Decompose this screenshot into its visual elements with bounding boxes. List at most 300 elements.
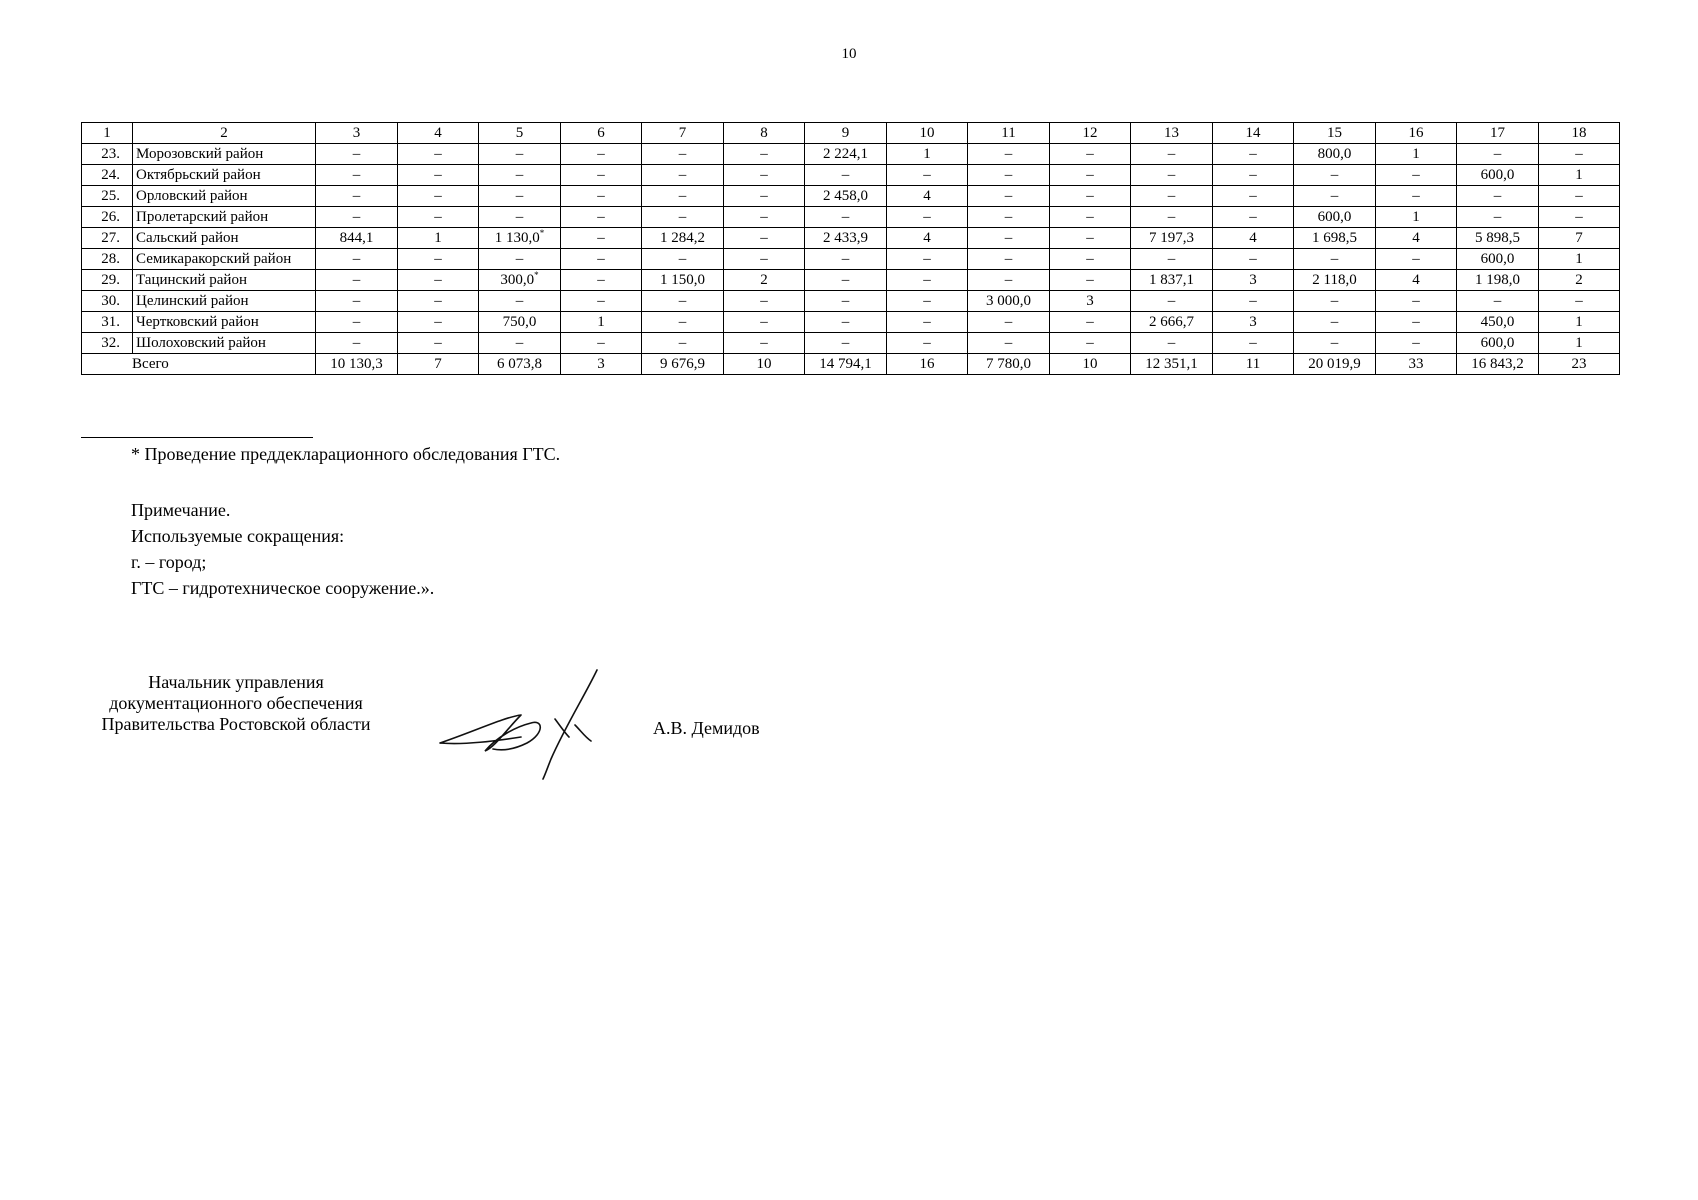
data-cell xyxy=(1213,312,1294,333)
notes-item: ГТС – гидротехническое сооружение.». xyxy=(131,578,435,598)
data-cell xyxy=(805,249,887,270)
row-number: 24. xyxy=(82,165,133,186)
cell-value: – xyxy=(1086,335,1094,351)
data-cell xyxy=(1294,333,1376,354)
cell-value: – xyxy=(760,251,768,267)
data-cell xyxy=(1539,291,1620,312)
table-row xyxy=(82,207,1620,228)
row-number: 31. xyxy=(82,312,133,333)
cell-value: 1 xyxy=(1575,335,1583,351)
cell-value: – xyxy=(352,167,361,183)
data-cell xyxy=(968,270,1050,291)
cell-value: – xyxy=(1575,188,1583,204)
cell-value: 3 xyxy=(1249,314,1257,330)
data-cell xyxy=(724,186,805,207)
data-cell xyxy=(1376,228,1457,249)
cell-value: – xyxy=(841,335,850,351)
data-cell xyxy=(1050,333,1131,354)
cell-value: 750,0 xyxy=(502,314,537,330)
data-cell xyxy=(1457,186,1539,207)
cell-value: – xyxy=(1412,335,1420,351)
data-cell xyxy=(805,270,887,291)
data-cell xyxy=(724,165,805,186)
data-cell xyxy=(887,291,968,312)
total-cell: 10 130,3 xyxy=(316,354,398,375)
table-row xyxy=(82,333,1620,354)
cell-value: – xyxy=(1004,230,1013,246)
data-cell xyxy=(1294,207,1376,228)
total-cell: 11 xyxy=(1213,354,1294,375)
cell-value: – xyxy=(760,188,768,204)
cell-value: 5 898,5 xyxy=(1475,230,1520,246)
cell-value: 1 150,0 xyxy=(660,272,705,288)
cell-value: 4 xyxy=(1412,230,1420,246)
cell-value: – xyxy=(434,188,442,204)
total-cell: 9 676,9 xyxy=(642,354,724,375)
data-cell xyxy=(479,144,561,165)
footnote: * Проведение преддекларационного обследования ГТС. xyxy=(131,444,561,464)
data-cell xyxy=(1050,228,1131,249)
data-cell xyxy=(479,291,561,312)
cell-value: – xyxy=(515,251,524,267)
row-number: 29. xyxy=(82,270,133,291)
cell-value: – xyxy=(1086,209,1094,225)
data-cell xyxy=(398,291,479,312)
cell-value: – xyxy=(678,251,687,267)
data-cell xyxy=(561,207,642,228)
cell-value: – xyxy=(1086,230,1094,246)
cell-value: – xyxy=(1086,272,1094,288)
data-cell xyxy=(479,207,561,228)
cell-value: – xyxy=(434,293,442,309)
row-number: 26. xyxy=(82,207,133,228)
header-cell: 11 xyxy=(968,123,1050,144)
cell-value: – xyxy=(1086,146,1094,162)
data-cell xyxy=(398,270,479,291)
data-cell xyxy=(479,165,561,186)
position-line: Начальник управления xyxy=(148,672,324,692)
cell-value: – xyxy=(515,167,524,183)
data-cell xyxy=(887,165,968,186)
cell-value: – xyxy=(1004,146,1013,162)
cell-value: – xyxy=(841,314,850,330)
table-row xyxy=(82,186,1620,207)
cell-value: 1 xyxy=(1412,209,1420,225)
header-cell: 6 xyxy=(561,123,642,144)
total-cell: 10 xyxy=(724,354,805,375)
table-row xyxy=(82,165,1620,186)
cell-value: – xyxy=(1330,335,1339,351)
cell-value: – xyxy=(434,209,442,225)
data-cell xyxy=(398,312,479,333)
data-cell xyxy=(1376,270,1457,291)
cell-value: 1 xyxy=(1575,251,1583,267)
total-cell: 10 xyxy=(1050,354,1131,375)
table-total-row xyxy=(82,354,1620,375)
cell-value: – xyxy=(1086,314,1094,330)
data-cell xyxy=(968,333,1050,354)
data-cell xyxy=(398,165,479,186)
data-cell xyxy=(479,228,561,249)
data-cell xyxy=(561,186,642,207)
data-cell xyxy=(1213,249,1294,270)
data-cell xyxy=(1294,270,1376,291)
data-cell xyxy=(1539,312,1620,333)
cell-value: – xyxy=(678,188,687,204)
data-cell xyxy=(1050,312,1131,333)
cell-value: – xyxy=(597,251,605,267)
data-cell xyxy=(1213,144,1294,165)
data-cell xyxy=(1457,207,1539,228)
data-cell xyxy=(887,144,968,165)
cell-value: – xyxy=(841,272,850,288)
cell-value: – xyxy=(1249,293,1257,309)
district-name: Тацинский район xyxy=(133,270,316,291)
cell-value: – xyxy=(352,251,361,267)
header-cell: 16 xyxy=(1376,123,1457,144)
cell-value: 600,0 xyxy=(1480,251,1515,267)
district-name: Целинский район xyxy=(133,291,316,312)
cell-value: 1 xyxy=(1575,314,1583,330)
cell-value: – xyxy=(678,167,687,183)
data-cell xyxy=(805,144,887,165)
header-cell: 17 xyxy=(1457,123,1539,144)
data-cell xyxy=(1131,186,1213,207)
cell-value: – xyxy=(1167,251,1176,267)
cell-value: – xyxy=(1330,293,1339,309)
data-cell xyxy=(316,186,398,207)
notes xyxy=(131,497,434,601)
table-row xyxy=(82,144,1620,165)
data-cell xyxy=(1539,186,1620,207)
cell-value: – xyxy=(760,314,768,330)
data-cell xyxy=(316,207,398,228)
notes-subtitle: Используемые сокращения: xyxy=(131,526,345,546)
cell-value: – xyxy=(352,314,361,330)
data-cell xyxy=(1213,228,1294,249)
cell-value: 3 xyxy=(1086,293,1094,309)
data-cell xyxy=(1376,312,1457,333)
row-number: 32. xyxy=(82,333,133,354)
table-row xyxy=(82,249,1620,270)
cell-value: – xyxy=(515,293,524,309)
data-cell xyxy=(1131,207,1213,228)
cell-value: 600,0 xyxy=(1480,335,1515,351)
cell-value: – xyxy=(597,146,605,162)
total-cell: 7 780,0 xyxy=(968,354,1050,375)
cell-value: 2 458,0 xyxy=(823,188,868,204)
data-cell xyxy=(316,249,398,270)
cell-value: – xyxy=(1412,188,1420,204)
data-cell xyxy=(479,312,561,333)
data-cell xyxy=(1131,165,1213,186)
data-cell xyxy=(887,228,968,249)
position-line: Правительства Ростовской области xyxy=(101,714,371,734)
data-cell xyxy=(1457,228,1539,249)
cell-value: – xyxy=(841,293,850,309)
cell-value: – xyxy=(1330,251,1339,267)
footnote-mark: * xyxy=(534,270,539,280)
notes-item: г. – город; xyxy=(131,552,207,572)
cell-value: – xyxy=(1004,272,1013,288)
cell-value: – xyxy=(1086,167,1094,183)
data-cell xyxy=(1294,312,1376,333)
data-cell xyxy=(1131,270,1213,291)
data-cell xyxy=(642,186,724,207)
data-cell xyxy=(1050,144,1131,165)
header-cell: 10 xyxy=(887,123,968,144)
data-cell xyxy=(1376,249,1457,270)
data-cell xyxy=(1539,144,1620,165)
cell-value: – xyxy=(1086,251,1094,267)
cell-value: 1 130,0 xyxy=(494,230,540,246)
cell-value: 7 xyxy=(1575,230,1583,246)
data-cell xyxy=(1050,186,1131,207)
data-cell xyxy=(887,207,968,228)
total-cell: 20 019,9 xyxy=(1294,354,1376,375)
header-cell: 3 xyxy=(316,123,398,144)
cell-value: – xyxy=(352,272,361,288)
data-cell xyxy=(479,333,561,354)
table-row xyxy=(82,228,1620,249)
data-cell xyxy=(805,312,887,333)
cell-value: – xyxy=(434,251,442,267)
data-cell xyxy=(724,291,805,312)
data-cell xyxy=(724,144,805,165)
data-cell xyxy=(1376,333,1457,354)
table-row xyxy=(82,291,1620,312)
cell-value: – xyxy=(841,251,850,267)
data-cell xyxy=(1050,165,1131,186)
data-cell xyxy=(724,270,805,291)
data-cell xyxy=(1294,186,1376,207)
data-cell xyxy=(561,312,642,333)
cell-value: 1 xyxy=(1575,167,1583,183)
cell-value: 800,0 xyxy=(1317,146,1352,162)
district-name: Шолоховский район xyxy=(133,333,316,354)
cell-value: 1 698,5 xyxy=(1312,230,1357,246)
cell-value: – xyxy=(352,188,361,204)
table-row xyxy=(82,312,1620,333)
data-cell xyxy=(642,249,724,270)
data-cell xyxy=(398,333,479,354)
data-cell xyxy=(1457,312,1539,333)
position-line: документационного обеспечения xyxy=(109,693,363,713)
cell-value: – xyxy=(1167,146,1176,162)
cell-value: – xyxy=(760,209,768,225)
data-cell xyxy=(316,312,398,333)
data-cell xyxy=(398,186,479,207)
cell-value: – xyxy=(841,209,850,225)
data-cell xyxy=(887,249,968,270)
data-cell xyxy=(1131,291,1213,312)
data-cell xyxy=(1294,165,1376,186)
cell-value: – xyxy=(352,146,361,162)
cell-value: – xyxy=(352,335,361,351)
table-header-row xyxy=(82,123,1620,144)
cell-value: – xyxy=(1493,209,1502,225)
header-cell: 1 xyxy=(82,123,133,144)
data-cell xyxy=(642,333,724,354)
total-cell: 6 073,8 xyxy=(479,354,561,375)
total-cell: 23 xyxy=(1539,354,1620,375)
cell-value: 1 xyxy=(923,146,931,162)
cell-value: – xyxy=(678,146,687,162)
data-cell xyxy=(1539,165,1620,186)
data-cell xyxy=(561,144,642,165)
district-name: Октябрьский район xyxy=(133,165,316,186)
cell-value: – xyxy=(352,293,361,309)
report-table xyxy=(81,122,1620,375)
data-cell xyxy=(1376,207,1457,228)
data-cell xyxy=(1213,291,1294,312)
cell-value: 1 837,1 xyxy=(1149,272,1194,288)
cell-value: 844,1 xyxy=(339,230,374,246)
data-cell xyxy=(316,291,398,312)
data-cell xyxy=(1213,270,1294,291)
cell-value: – xyxy=(434,272,442,288)
header-cell: 2 xyxy=(133,123,316,144)
cell-value: – xyxy=(434,146,442,162)
total-cell: 7 xyxy=(398,354,479,375)
data-cell xyxy=(1539,207,1620,228)
cell-value: – xyxy=(597,293,605,309)
data-cell xyxy=(968,165,1050,186)
cell-value: – xyxy=(434,314,442,330)
data-cell xyxy=(316,333,398,354)
cell-value: – xyxy=(1330,188,1339,204)
row-number: 23. xyxy=(82,144,133,165)
data-cell xyxy=(968,312,1050,333)
cell-value: 1 198,0 xyxy=(1475,272,1520,288)
cell-value: – xyxy=(923,293,931,309)
cell-value: 600,0 xyxy=(1317,209,1352,225)
district-name: Чертковский район xyxy=(133,312,316,333)
cell-value: – xyxy=(1004,314,1013,330)
header-cell: 12 xyxy=(1050,123,1131,144)
data-cell xyxy=(1213,186,1294,207)
total-cell: 14 794,1 xyxy=(805,354,887,375)
data-cell xyxy=(642,165,724,186)
data-cell xyxy=(1376,291,1457,312)
cell-value: – xyxy=(923,167,931,183)
cell-value: 3 xyxy=(1249,272,1257,288)
header-cell: 13 xyxy=(1131,123,1213,144)
cell-value: – xyxy=(1412,314,1420,330)
data-cell xyxy=(316,228,398,249)
data-cell xyxy=(887,186,968,207)
cell-value: – xyxy=(760,335,768,351)
cell-value: – xyxy=(1167,293,1176,309)
cell-value: – xyxy=(1004,188,1013,204)
row-number: 30. xyxy=(82,291,133,312)
cell-value: 3 000,0 xyxy=(986,293,1031,309)
data-cell xyxy=(724,249,805,270)
cell-value: – xyxy=(1249,251,1257,267)
notes-title: Примечание. xyxy=(131,500,231,520)
data-cell xyxy=(724,207,805,228)
cell-value: – xyxy=(923,272,931,288)
district-name: Орловский район xyxy=(133,186,316,207)
data-cell xyxy=(805,291,887,312)
data-cell xyxy=(724,333,805,354)
data-cell xyxy=(968,228,1050,249)
total-label: Всего xyxy=(82,354,316,375)
data-cell xyxy=(1213,207,1294,228)
data-cell xyxy=(1376,144,1457,165)
cell-value: – xyxy=(1412,293,1420,309)
data-cell xyxy=(642,228,724,249)
data-cell xyxy=(1050,207,1131,228)
signatory-name: А.В. Демидов xyxy=(653,718,760,738)
header-cell: 14 xyxy=(1213,123,1294,144)
cell-value: 4 xyxy=(1249,230,1257,246)
total-cell: 12 351,1 xyxy=(1131,354,1213,375)
cell-value: 4 xyxy=(923,188,931,204)
cell-value: – xyxy=(678,335,687,351)
data-cell xyxy=(968,249,1050,270)
data-cell xyxy=(805,333,887,354)
cell-value: – xyxy=(1575,146,1583,162)
cell-value: – xyxy=(597,335,605,351)
data-cell xyxy=(1539,228,1620,249)
cell-value: 2 118,0 xyxy=(1312,272,1357,288)
cell-value: – xyxy=(760,146,768,162)
cell-value: – xyxy=(1493,188,1502,204)
header-cell: 8 xyxy=(724,123,805,144)
cell-value: – xyxy=(1004,209,1013,225)
cell-value: – xyxy=(1004,251,1013,267)
header-cell: 4 xyxy=(398,123,479,144)
data-cell xyxy=(479,270,561,291)
cell-value: – xyxy=(1004,335,1013,351)
cell-value: – xyxy=(1086,188,1094,204)
data-cell xyxy=(316,270,398,291)
cell-value: – xyxy=(678,293,687,309)
district-name: Сальский район xyxy=(133,228,316,249)
data-cell xyxy=(1294,291,1376,312)
cell-value: – xyxy=(515,146,524,162)
cell-value: – xyxy=(1412,251,1420,267)
data-cell xyxy=(398,228,479,249)
cell-value: 1 xyxy=(434,230,442,246)
data-cell xyxy=(887,270,968,291)
data-cell xyxy=(1131,228,1213,249)
total-cell: 3 xyxy=(561,354,642,375)
header-cell: 15 xyxy=(1294,123,1376,144)
cell-value: – xyxy=(515,209,524,225)
data-cell xyxy=(1539,270,1620,291)
data-cell xyxy=(1457,249,1539,270)
data-cell xyxy=(724,228,805,249)
cell-value: – xyxy=(678,314,687,330)
data-cell xyxy=(561,333,642,354)
data-cell xyxy=(1294,249,1376,270)
cell-value: – xyxy=(1575,293,1583,309)
cell-value: 4 xyxy=(1412,272,1420,288)
cell-value: – xyxy=(760,230,768,246)
cell-value: – xyxy=(1249,146,1257,162)
cell-value: – xyxy=(1493,293,1502,309)
cell-value: – xyxy=(597,272,605,288)
data-cell xyxy=(316,144,398,165)
total-cell: 16 xyxy=(887,354,968,375)
cell-value: 600,0 xyxy=(1480,167,1515,183)
cell-value: 2 xyxy=(1575,272,1583,288)
handwritten-signature xyxy=(435,665,645,780)
data-cell xyxy=(398,144,479,165)
data-cell xyxy=(398,207,479,228)
